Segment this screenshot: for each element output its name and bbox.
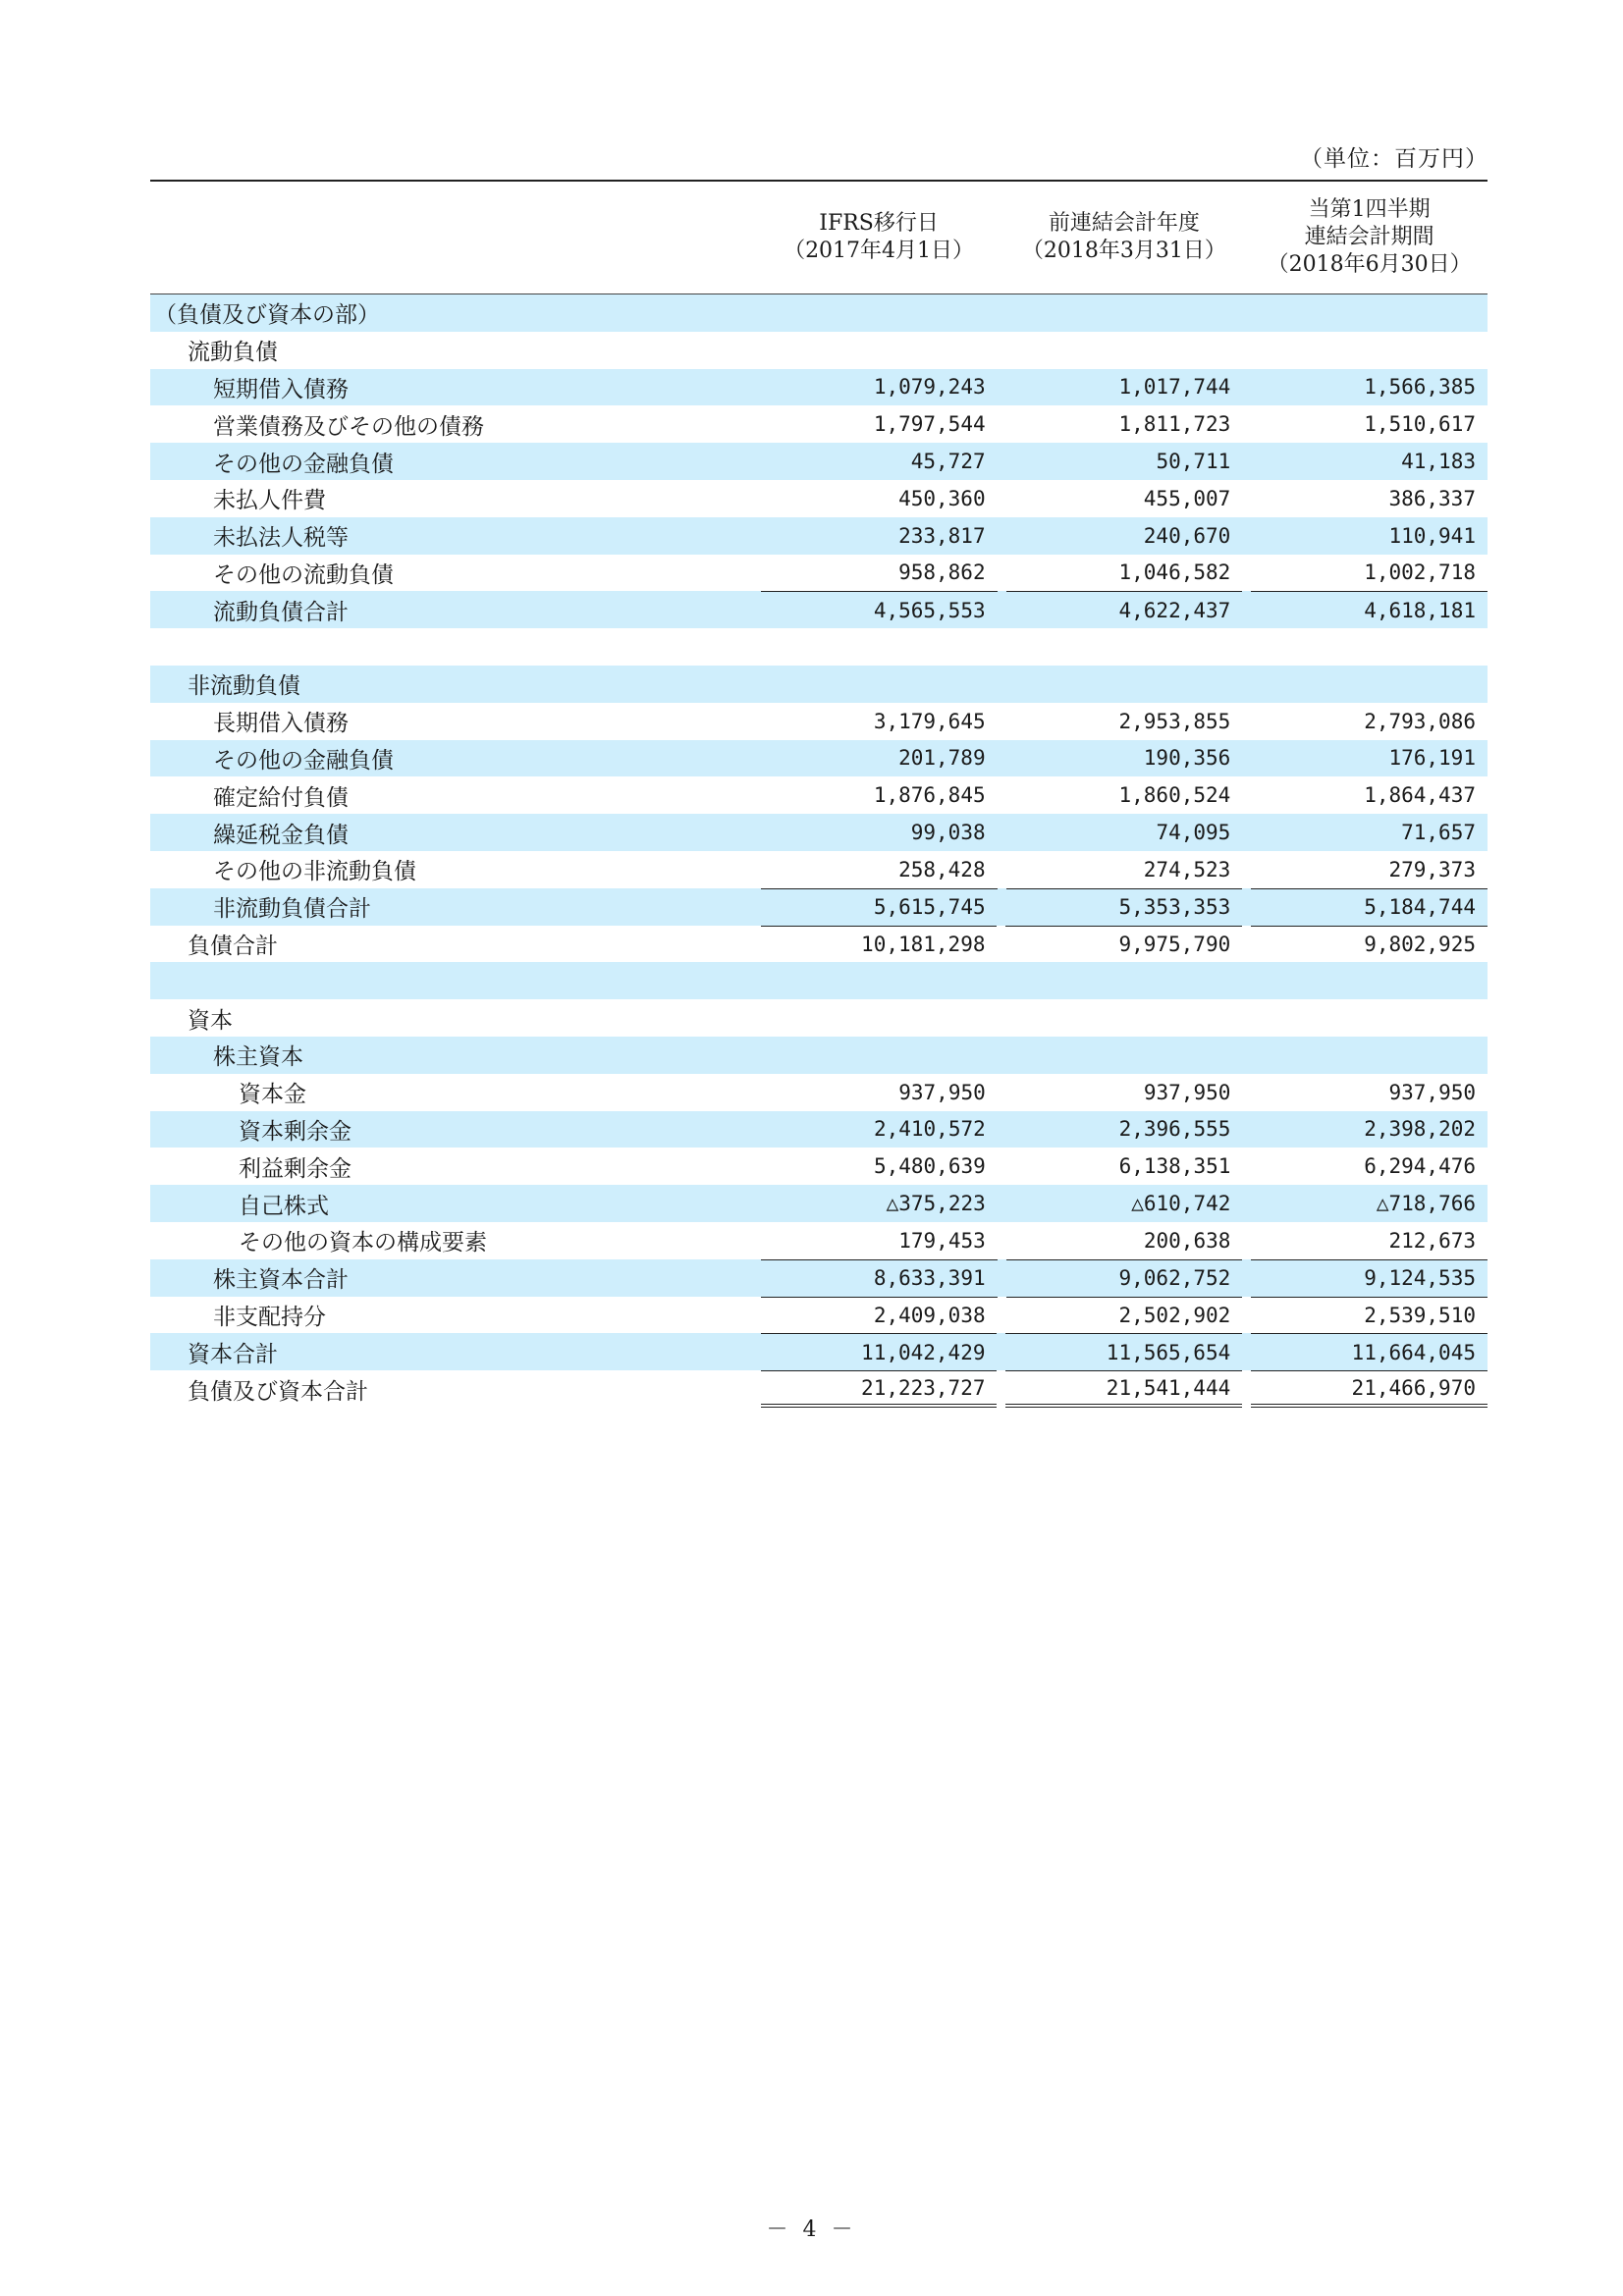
row-value: 1,860,524	[1118, 783, 1231, 808]
row-value: 11,664,045	[1251, 1333, 1488, 1370]
table-row	[150, 666, 1488, 703]
row-value: 71,657	[1401, 821, 1476, 845]
row-value: 21,541,444	[1005, 1370, 1242, 1408]
row-value: 41,183	[1401, 450, 1476, 474]
row-value	[760, 962, 997, 999]
row-value: 1,510,617	[1364, 412, 1476, 437]
row-value: 74,095	[1156, 821, 1231, 845]
row-value	[1251, 666, 1488, 703]
row-label: 営業債務及びその他の債務	[213, 413, 484, 440]
row-value: 8,633,391	[761, 1259, 998, 1297]
table-row	[150, 1037, 1488, 1074]
row-value: 9,062,752	[1006, 1259, 1243, 1297]
row-label	[150, 962, 760, 999]
row-value	[1251, 628, 1488, 666]
row-value: 201,789	[898, 746, 986, 771]
row-value	[761, 1037, 998, 1074]
row-label: 非流動負債合計	[213, 896, 371, 923]
row-value: 176,191	[1388, 746, 1476, 771]
row-label: 利益剰余金	[239, 1155, 352, 1182]
row-value: 233,817	[898, 523, 986, 548]
table-row	[150, 555, 1488, 592]
row-value: △610,742	[1131, 1192, 1231, 1216]
column-header-current-quarter	[1251, 182, 1488, 294]
row-value: 2,502,902	[1006, 1297, 1243, 1334]
row-value	[1251, 294, 1488, 332]
row-value: 21,223,727	[761, 1370, 998, 1408]
row-label: 負債合計	[188, 933, 278, 959]
row-value: 2,409,038	[761, 1297, 998, 1334]
row-value: 937,950	[1388, 1080, 1477, 1104]
row-label	[150, 628, 760, 666]
table-row	[150, 443, 1488, 480]
row-label: 長期借入債務	[213, 711, 349, 737]
row-value: 5,615,745	[761, 888, 998, 926]
table-row	[150, 517, 1488, 555]
row-value	[1005, 666, 1242, 703]
row-value	[1005, 628, 1242, 666]
row-label: 自己株式	[239, 1193, 329, 1219]
row-value: 6,294,476	[1364, 1154, 1477, 1179]
row-label: 流動負債	[188, 340, 278, 366]
row-label: 資本合計	[188, 1341, 278, 1367]
row-value	[760, 294, 997, 332]
row-label: 流動負債合計	[213, 599, 349, 625]
row-value: 1,046,582	[1118, 561, 1231, 585]
row-value: 4,565,553	[761, 591, 998, 628]
row-label: 資本金	[239, 1082, 306, 1108]
row-label: 資本剰余金	[239, 1118, 352, 1145]
table-body	[150, 294, 1488, 1408]
column-header-ifrs-transition	[761, 182, 998, 294]
row-value: 179,453	[898, 1228, 986, 1253]
row-value: 937,950	[1143, 1080, 1231, 1104]
row-value	[1251, 1037, 1488, 1074]
row-label: 株主資本合計	[213, 1267, 349, 1294]
row-value	[1005, 999, 1242, 1037]
row-value	[761, 666, 998, 703]
table-row	[150, 814, 1488, 851]
row-value: 45,727	[910, 450, 986, 474]
row-value: 9,124,535	[1251, 1259, 1488, 1297]
row-value: 6,138,351	[1118, 1154, 1231, 1179]
table-row	[150, 591, 1488, 628]
row-label: 短期借入債務	[213, 376, 349, 402]
table-row	[150, 1111, 1488, 1148]
row-value	[1005, 294, 1242, 332]
row-value: 279,373	[1388, 857, 1476, 881]
column-header-line: 連結会計期間	[1304, 225, 1434, 249]
row-value: 1,797,544	[873, 412, 986, 437]
row-value	[1251, 962, 1488, 999]
row-value	[1005, 332, 1242, 369]
row-value: 190,356	[1143, 746, 1231, 771]
column-header-line: （2018年6月30日）	[1267, 252, 1472, 277]
row-label: その他の金融負債	[213, 451, 394, 477]
row-label: （負債及び資本の部）	[154, 302, 380, 329]
row-label: 未払人件費	[213, 488, 326, 514]
row-value: 5,480,639	[873, 1154, 986, 1179]
row-value: 212,673	[1388, 1228, 1477, 1253]
row-label: その他の資本の構成要素	[239, 1230, 487, 1256]
row-label: 資本	[188, 1007, 233, 1034]
table-row	[150, 1222, 1488, 1259]
row-value: 958,862	[898, 561, 986, 585]
row-value: 21,466,970	[1251, 1370, 1488, 1408]
row-value	[760, 628, 997, 666]
table-row	[150, 405, 1488, 443]
row-value: 2,539,510	[1251, 1297, 1488, 1334]
row-label: その他の非流動負債	[213, 859, 416, 885]
row-value: △718,766	[1376, 1192, 1477, 1216]
row-value: 5,353,353	[1006, 888, 1243, 926]
column-header-line: IFRS移行日	[819, 211, 939, 236]
row-value	[1005, 962, 1242, 999]
table-row	[150, 1333, 1488, 1370]
row-value: 1,017,744	[1118, 375, 1231, 400]
column-header-line: （2017年4月1日）	[784, 239, 975, 263]
row-label: その他の流動負債	[213, 561, 394, 588]
row-value: 4,622,437	[1006, 591, 1243, 628]
row-value: 200,638	[1143, 1228, 1231, 1253]
row-value: 99,038	[910, 821, 986, 845]
table-row	[150, 628, 1488, 666]
table-row	[150, 1297, 1488, 1334]
table-header	[150, 182, 1488, 294]
table-row	[150, 888, 1488, 926]
table-row	[150, 1370, 1488, 1408]
row-value: 240,670	[1143, 523, 1231, 548]
row-value: △375,223	[886, 1192, 986, 1216]
table-row	[150, 294, 1488, 332]
table-row	[150, 1259, 1488, 1297]
column-header-line: （2018年3月31日）	[1021, 239, 1226, 263]
row-value: 274,523	[1143, 857, 1231, 881]
table-row	[150, 776, 1488, 814]
row-value: 9,802,925	[1251, 926, 1488, 963]
table-row	[150, 480, 1488, 517]
row-value: 1,811,723	[1118, 412, 1231, 437]
row-value: 2,410,572	[873, 1117, 986, 1142]
row-label: その他の金融負債	[213, 747, 394, 774]
column-header-line: 当第1四半期	[1308, 197, 1431, 222]
table-row	[150, 962, 1488, 999]
row-value: 937,950	[898, 1080, 986, 1104]
row-value: 386,337	[1388, 486, 1476, 510]
row-value: 2,953,855	[1118, 709, 1231, 733]
row-value: 11,565,654	[1005, 1333, 1242, 1370]
row-value: 1,079,243	[873, 375, 986, 400]
column-header-line: 前連結会計年度	[1048, 211, 1200, 236]
row-label: 非流動負債	[188, 673, 300, 700]
table-row	[150, 332, 1488, 369]
row-value: 110,941	[1388, 523, 1476, 548]
row-value: 9,975,790	[1005, 926, 1242, 963]
table-row	[150, 926, 1488, 963]
table-row	[150, 851, 1488, 888]
row-value	[1251, 332, 1488, 369]
row-value: 1,002,718	[1364, 561, 1476, 585]
row-label: 未払法人税等	[213, 525, 349, 552]
row-value: 1,876,845	[873, 783, 986, 808]
table-row	[150, 1185, 1488, 1222]
table-row	[150, 1148, 1488, 1185]
page-number: － 4 －	[766, 2217, 857, 2242]
column-header-prior-fiscal-year	[1005, 182, 1242, 294]
row-value: 2,793,086	[1364, 709, 1476, 733]
row-label: 繰延税金負債	[213, 822, 349, 848]
row-value	[1251, 999, 1488, 1037]
table-row	[150, 740, 1488, 777]
row-value: 450,360	[898, 486, 986, 510]
row-label: 株主資本	[213, 1044, 303, 1071]
table-row	[150, 369, 1488, 406]
row-value: 2,396,555	[1118, 1117, 1231, 1142]
row-value: 258,428	[898, 857, 986, 881]
row-value: 11,042,429	[761, 1333, 998, 1370]
row-value	[1006, 1037, 1243, 1074]
row-label: 負債及び資本合計	[188, 1378, 368, 1405]
row-value: 1,864,437	[1364, 783, 1476, 808]
row-value: 50,711	[1156, 450, 1231, 474]
row-value	[761, 999, 998, 1037]
balance-sheet-table	[150, 180, 1488, 1408]
row-value: 1,566,385	[1364, 375, 1476, 400]
row-value: 10,181,298	[761, 926, 998, 963]
unit-label: （単位：百万円）	[1300, 146, 1488, 172]
row-value: 3,179,645	[873, 709, 986, 733]
row-value: 4,618,181	[1251, 591, 1488, 628]
table-row	[150, 999, 1488, 1037]
row-value	[761, 332, 998, 369]
row-value: 2,398,202	[1364, 1117, 1477, 1142]
row-value: 455,007	[1143, 486, 1231, 510]
header-label-cell	[150, 182, 761, 294]
row-label: 非支配持分	[213, 1304, 326, 1330]
table-row	[150, 703, 1488, 740]
table-row	[150, 1074, 1488, 1111]
row-label: 確定給付負債	[213, 784, 349, 811]
row-value: 5,184,744	[1251, 888, 1488, 926]
